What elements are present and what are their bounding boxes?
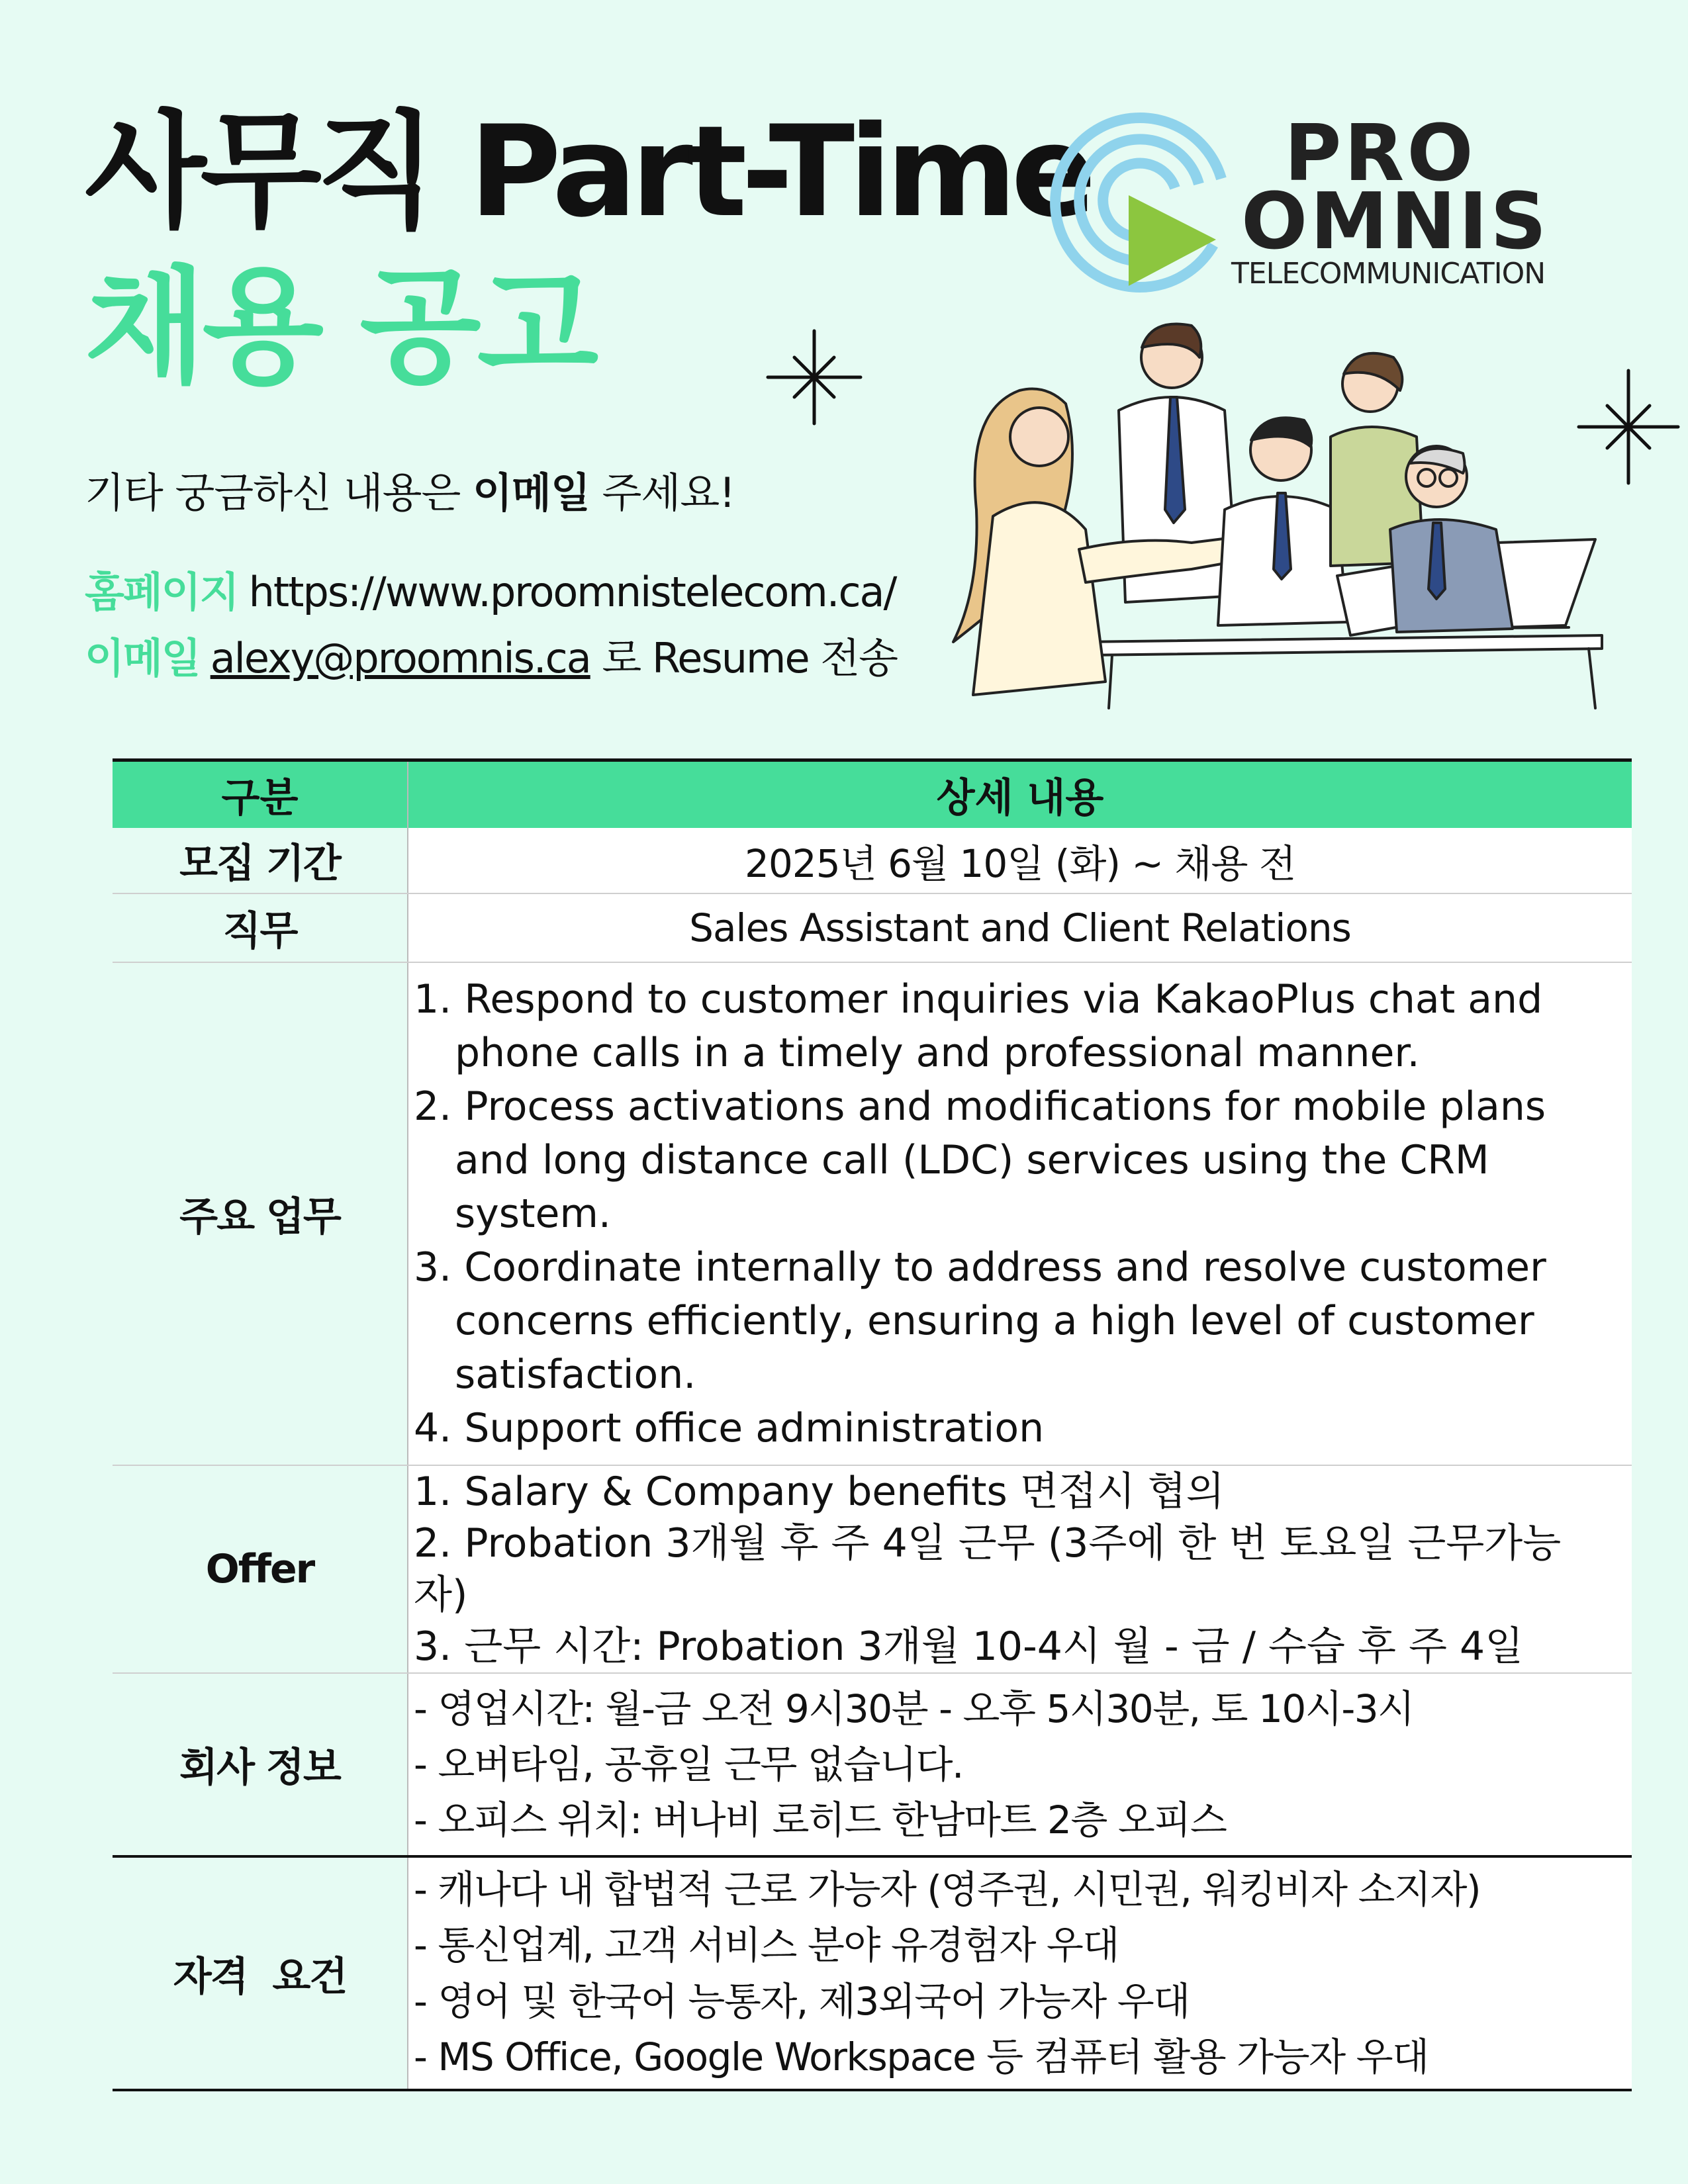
homepage-line	[85, 559, 896, 618]
subtitle	[85, 460, 735, 519]
list-item: 3. Coordinate internally to address and resolve customer concerns efficiently, ensuring a high level of customer satisfaction.	[414, 1244, 1546, 1398]
list-item: - 영어 및 한국어 능통자, 제3외국어 가능자 우대	[414, 1978, 1190, 2024]
subtitle-pre: 기타 궁금하신 내용은	[85, 469, 473, 517]
table-row-period	[113, 828, 1632, 893]
job-details-table	[113, 758, 1632, 2091]
logo-mark-icon	[1043, 99, 1241, 298]
title-line-1: 사무직 Part-Time	[85, 99, 1091, 245]
list-item: - 통신업계, 고객 서비스 분야 유경험자 우대	[414, 1923, 1119, 1968]
homepage-link[interactable]: https://www.proomnistelecom.ca/	[248, 568, 896, 616]
sparkle-icon	[761, 324, 867, 430]
list-item: 1. Salary & Company benefits 면접시 협의	[414, 1469, 1225, 1515]
duties-label: 주요 업무	[113, 962, 408, 1465]
company-list	[408, 1673, 1632, 1856]
team-meeting-illustration	[914, 311, 1681, 715]
email-line	[85, 625, 897, 684]
logo-text-omnis: OMNIS	[1241, 175, 1550, 267]
table-row-job	[113, 893, 1632, 962]
subtitle-post: 주세요!	[589, 469, 735, 517]
table-header-row	[113, 760, 1632, 829]
list-item: 1. Respond to customer inquiries via KakaoPlus chat and phone calls in a timely and professional manner.	[414, 976, 1543, 1076]
company-label: 회사 정보	[113, 1673, 408, 1856]
logo-text-telecommunication: TELECOMMUNICATION	[1231, 257, 1546, 291]
job-value: Sales Assistant and Client Relations	[408, 893, 1632, 962]
logo-text-pro: PRO	[1284, 107, 1476, 199]
list-item: 3. 근무 시간: Probation 3개월 10-4시 월 - 금 / 수습 후 주 4일	[414, 1623, 1524, 1670]
company-logo	[1043, 99, 1550, 298]
email-link[interactable]: alexy@proomnis.ca	[210, 634, 590, 682]
list-item: - MS Office, Google Workspace 등 컴퓨터 활용 가능자 우대	[414, 2034, 1429, 2079]
offer-list	[408, 1465, 1632, 1673]
table-row-qualifications	[113, 1856, 1632, 2090]
list-item: 2. Process activations and modifications for mobile plans and long distance call (LDC) services using the CRM system.	[414, 1083, 1546, 1237]
homepage-label: 홈페이지	[85, 568, 238, 616]
period-label: 모집 기간	[113, 828, 408, 893]
header-category: 구분	[113, 760, 408, 829]
qualifications-label: 자격 요건	[113, 1856, 408, 2090]
table-row-offer	[113, 1465, 1632, 1673]
table-row-duties	[113, 962, 1632, 1465]
qualifications-list	[408, 1856, 1632, 2090]
list-item: 4. Support office administration	[414, 1404, 1045, 1451]
title-line-2: 채용 공고	[85, 254, 595, 400]
subtitle-bold: 이메일	[473, 469, 590, 517]
list-item: - 오피스 위치: 버나비 로히드 한남마트 2층 오피스	[414, 1797, 1227, 1843]
offer-label: Offer	[113, 1465, 408, 1673]
table-row-company	[113, 1673, 1632, 1856]
duties-list	[408, 962, 1632, 1465]
job-label: 직무	[113, 893, 408, 962]
list-item: - 영업시간: 월-금 오전 9시30분 - 오후 5시30분, 토 10시-3시	[414, 1686, 1414, 1731]
email-label: 이메일	[85, 634, 200, 682]
email-suffix: 로 Resume 전송	[590, 634, 898, 682]
list-item: - 캐나다 내 합법적 근로 가능자 (영주권, 시민권, 워킹비자 소지자)	[414, 1867, 1481, 1913]
list-item: - 오버타임, 공휴일 근무 없습니다.	[414, 1741, 963, 1787]
header-details: 상세 내용	[408, 760, 1632, 829]
period-value: 2025년 6월 10일 (화) ~ 채용 전	[408, 828, 1632, 893]
list-item: 2. Probation 3개월 후 주 4일 근무 (3주에 한 번 토요일 근무가능자)	[414, 1520, 1562, 1618]
